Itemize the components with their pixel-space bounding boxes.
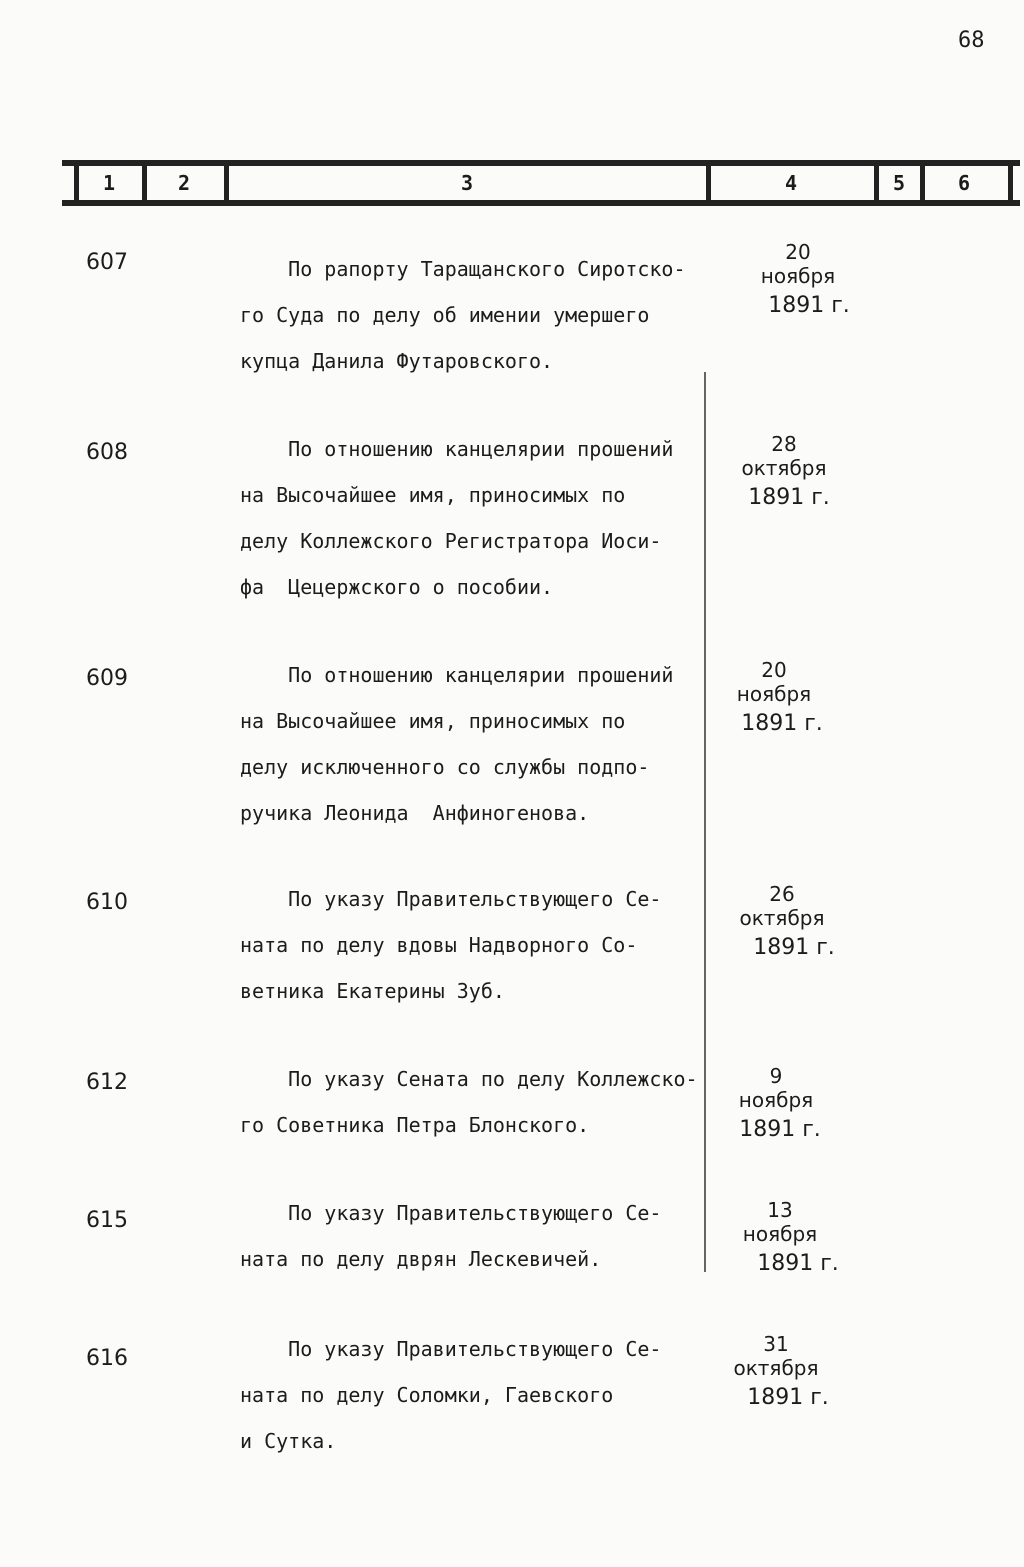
date-year: 1891 г. [747, 1385, 829, 1410]
description-line: ветника Екатерины Зуб. [240, 979, 505, 1003]
entry-number: 608 [86, 440, 128, 465]
description-line: на Высочайшее имя, приносимых по [240, 709, 626, 733]
description-line: го Суда по делу об имении умершего [240, 303, 650, 327]
entry-description [240, 426, 730, 610]
date-day: 26 [769, 882, 795, 906]
date-day: 9 [769, 1064, 783, 1088]
date-day: 13 [767, 1198, 793, 1222]
date-year: 1891 г. [768, 293, 850, 318]
column-header-4: 4 [784, 171, 798, 195]
date-month: октября [741, 456, 827, 480]
description-line: По отношению канцелярии прошений [240, 437, 674, 461]
date-month: ноября [736, 682, 812, 706]
entry-description [240, 876, 730, 1014]
description-line: По указу Правительствующего Се- [240, 1337, 662, 1361]
column-separator [1008, 164, 1013, 202]
date-year: 1891 г. [757, 1251, 839, 1276]
entry-number: 609 [86, 666, 128, 691]
entry-description [240, 1056, 760, 1148]
entry-number: 615 [86, 1208, 128, 1233]
entry-date [714, 432, 854, 510]
description-line: на Высочайшее имя, приносимых по [240, 483, 626, 507]
description-line: По указу Сената по делу Коллежско- [240, 1067, 698, 1091]
entry-date [706, 1064, 846, 1142]
date-year: 1891 г. [753, 935, 835, 960]
column-header-1: 1 [102, 171, 116, 195]
entry-description [240, 1190, 730, 1282]
date-month: октября [739, 906, 825, 930]
date-month: ноября [738, 1088, 814, 1112]
entry-number: 607 [86, 250, 128, 275]
date-month: октября [733, 1356, 819, 1380]
date-day: 28 [771, 432, 797, 456]
date-month: ноября [742, 1222, 818, 1246]
date-day: 20 [785, 240, 811, 264]
entry-date [728, 240, 868, 318]
entry-description [240, 652, 730, 836]
description-line: ручика Леонида Анфиногенова. [240, 801, 590, 825]
description-line: По отношению канцелярии прошений [240, 663, 674, 687]
date-day: 31 [763, 1332, 789, 1356]
date-year: 1891 г. [741, 711, 823, 736]
column-header-6: 6 [957, 171, 971, 195]
column-header-bar [62, 160, 1020, 206]
description-line: фа Цецержского о пособии. [240, 575, 554, 599]
date-day: 20 [761, 658, 787, 682]
column-header-3: 3 [460, 171, 474, 195]
entry-number: 612 [86, 1070, 128, 1095]
date-year: 1891 г. [739, 1117, 821, 1142]
date-month: ноября [760, 264, 836, 288]
page-number: 68 [958, 28, 985, 53]
description-line: По указу Правительствующего Се- [240, 887, 662, 911]
description-line: ната по делу вдовы Надворного Со- [240, 933, 638, 957]
description-line: По указу Правительствующего Се- [240, 1201, 662, 1225]
entry-number: 616 [86, 1346, 128, 1371]
entry-description [240, 246, 730, 384]
date-year: 1891 г. [748, 485, 830, 510]
description-line: купца Данила Футаровского. [240, 349, 554, 373]
description-line: По рапорту Таращанского Сиротско- [240, 257, 686, 281]
entry-date [710, 1198, 850, 1276]
description-line: делу исключенного со службы подпо- [240, 755, 650, 779]
column-header-2: 2 [177, 171, 191, 195]
entry-description [240, 1326, 730, 1464]
column-header-5: 5 [892, 171, 906, 195]
entry-number: 610 [86, 890, 128, 915]
description-line: ната по делу дврян Лескевичей. [240, 1247, 602, 1271]
description-line: ната по делу Соломки, Гаевского [240, 1383, 614, 1407]
description-line: делу Коллежского Регистратора Иоси- [240, 529, 662, 553]
entry-date [704, 658, 844, 736]
entry-date [712, 882, 852, 960]
entry-date [706, 1332, 846, 1410]
description-line: го Советника Петра Блонского. [240, 1113, 590, 1137]
description-line: и Сутка. [240, 1429, 337, 1453]
